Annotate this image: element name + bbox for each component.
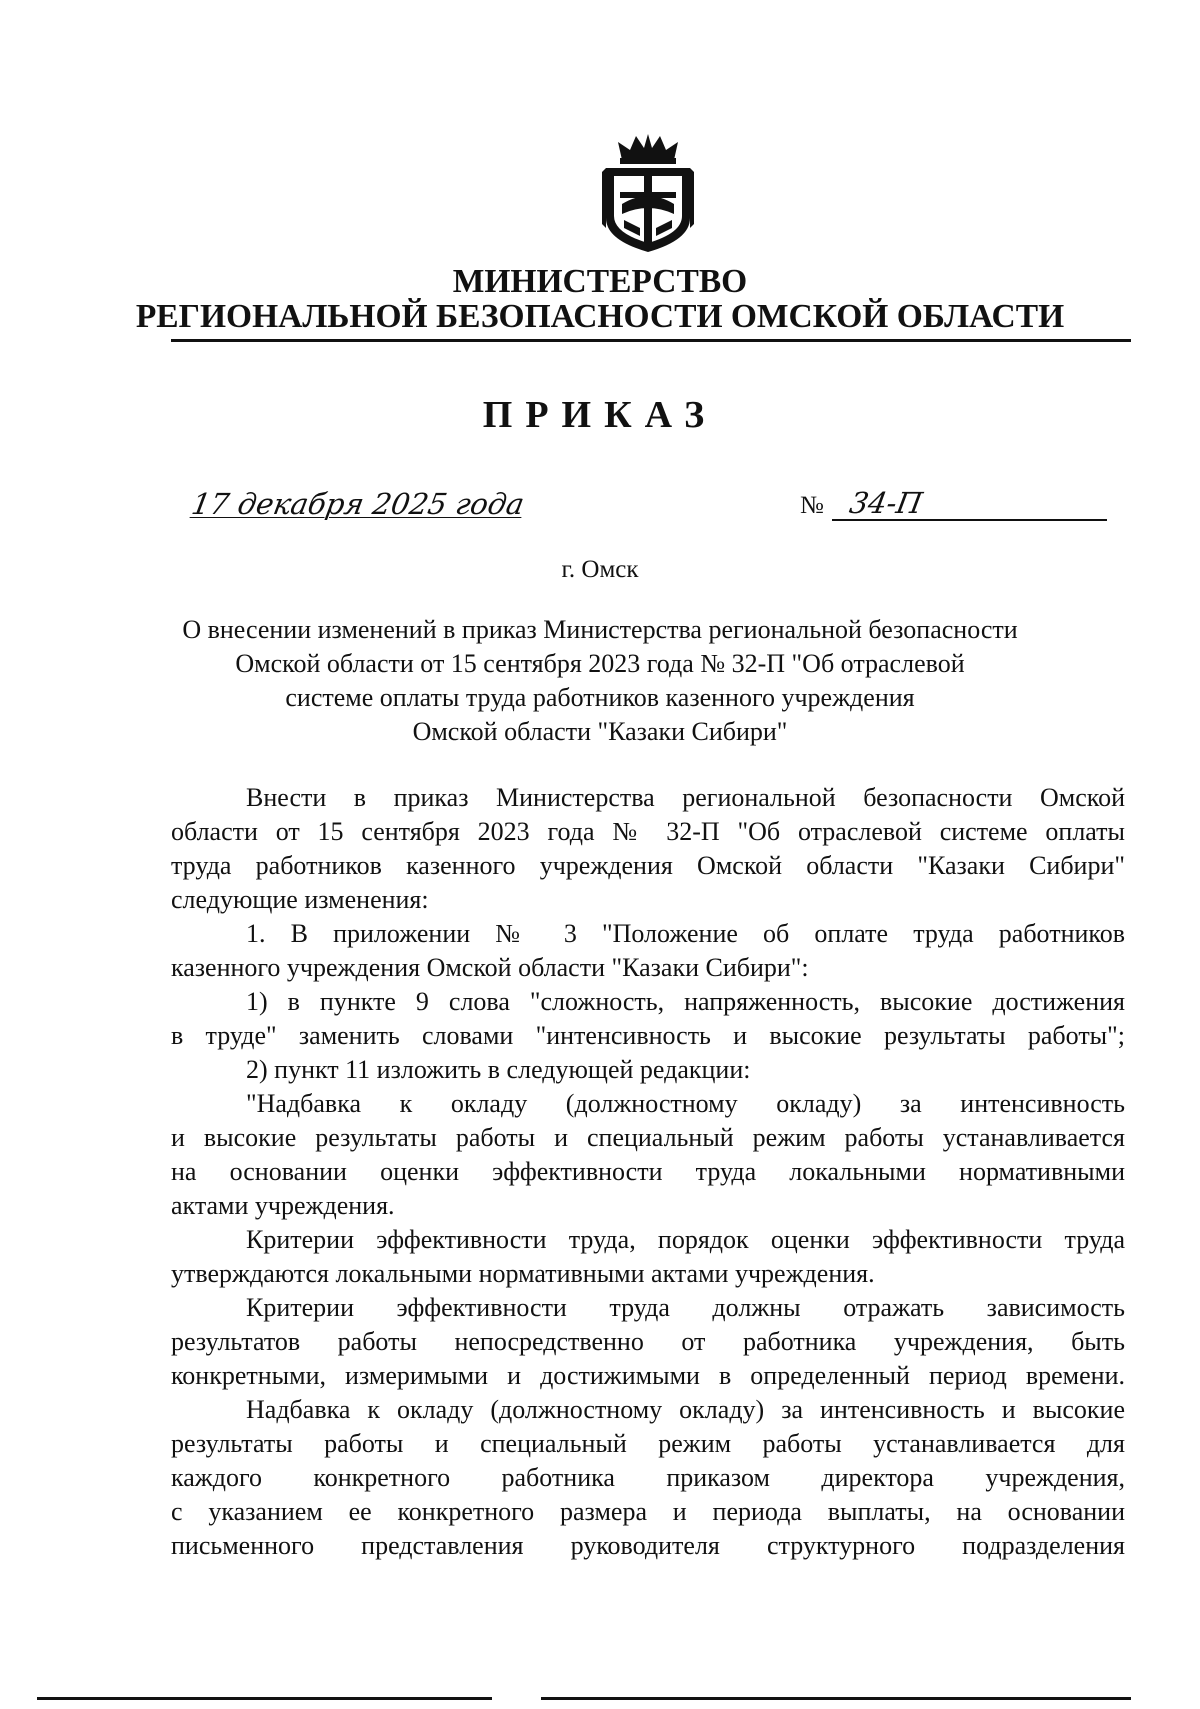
body-line: актами учреждения. xyxy=(171,1191,395,1220)
handwritten-order-number: 34-П xyxy=(847,486,925,520)
body-line: в труде" заменить словами "интенсивность и высокие результаты работы"; xyxy=(171,1021,1125,1050)
coat-of-arms-icon xyxy=(600,132,696,254)
body-line: с указанием ее конкретного размера и периода выплаты, на основании xyxy=(171,1497,1125,1526)
body-line: Критерии эффективности труда должны отражать зависимость xyxy=(246,1293,1125,1322)
subject-line: Омской области от 15 сентября 2023 года № 32-П "Об отраслевой xyxy=(235,649,965,678)
body-line: казенного учреждения Омской области "Казаки Сибири": xyxy=(171,953,809,982)
ministry-name-line1: МИНИСТЕРСТВО xyxy=(452,263,748,300)
body-line: следующие изменения: xyxy=(171,885,429,914)
body-line: 2) пункт 11 изложить в следующей редакции: xyxy=(246,1055,751,1084)
ministry-name-line2: РЕГИОНАЛЬНОЙ БЕЗОПАСНОСТИ ОМСКОЙ ОБЛАСТИ xyxy=(135,298,1065,335)
footer-rule-left xyxy=(37,1697,492,1700)
city: г. Омск xyxy=(561,556,639,583)
footer-rule-right xyxy=(541,1697,1131,1700)
body-line: области от 15 сентября 2023 года № 32-П "Об отраслевой системе оплаты xyxy=(171,817,1125,846)
subject-line: системе оплаты труда работников казенного учреждения xyxy=(285,683,915,712)
body-line: каждого конкретного работника приказом директора учреждения, xyxy=(171,1463,1125,1492)
body-line: и высокие результаты работы и специальный режим работы устанавливается xyxy=(171,1123,1125,1152)
subject-line: О внесении изменений в приказ Министерства региональной безопасности xyxy=(182,615,1018,644)
body-line: письменного представления руководителя структурного подразделения xyxy=(171,1531,1125,1560)
body-line: "Надбавка к окладу (должностному окладу) за интенсивность xyxy=(246,1089,1125,1118)
body-line: утверждаются локальными нормативными актами учреждения. xyxy=(171,1259,875,1288)
body-line: Критерии эффективности труда, порядок оценки эффективности труда xyxy=(246,1225,1125,1254)
body-line: Надбавка к окладу (должностному окладу) за интенсивность и высокие xyxy=(246,1395,1125,1424)
body-line: результаты работы и специальный режим работы устанавливается для xyxy=(171,1429,1125,1458)
body-line: конкретными, измеримыми и достижимыми в определенный период времени. xyxy=(171,1361,1125,1390)
header-rule xyxy=(171,339,1131,342)
body-line: результатов работы непосредственно от работника учреждения, быть xyxy=(171,1327,1125,1356)
body-line: Внести в приказ Министерства региональной безопасности Омской xyxy=(246,783,1125,812)
document-title: ПРИКАЗ xyxy=(482,394,718,436)
handwritten-date: 17 декабря 2025 года xyxy=(189,487,527,521)
body-line: 1. В приложении № 3 "Положение об оплате труда работников xyxy=(246,919,1125,948)
body-line: труда работников казенного учреждения Омской области "Казаки Сибири" xyxy=(171,851,1125,880)
subject-line: Омской области "Казаки Сибири" xyxy=(412,717,788,746)
order-number-label: № xyxy=(800,492,824,519)
body-line: на основании оценки эффективности труда локальными нормативными xyxy=(171,1157,1125,1186)
body-line: 1) в пункте 9 слова "сложность, напряженность, высокие достижения xyxy=(246,987,1125,1016)
